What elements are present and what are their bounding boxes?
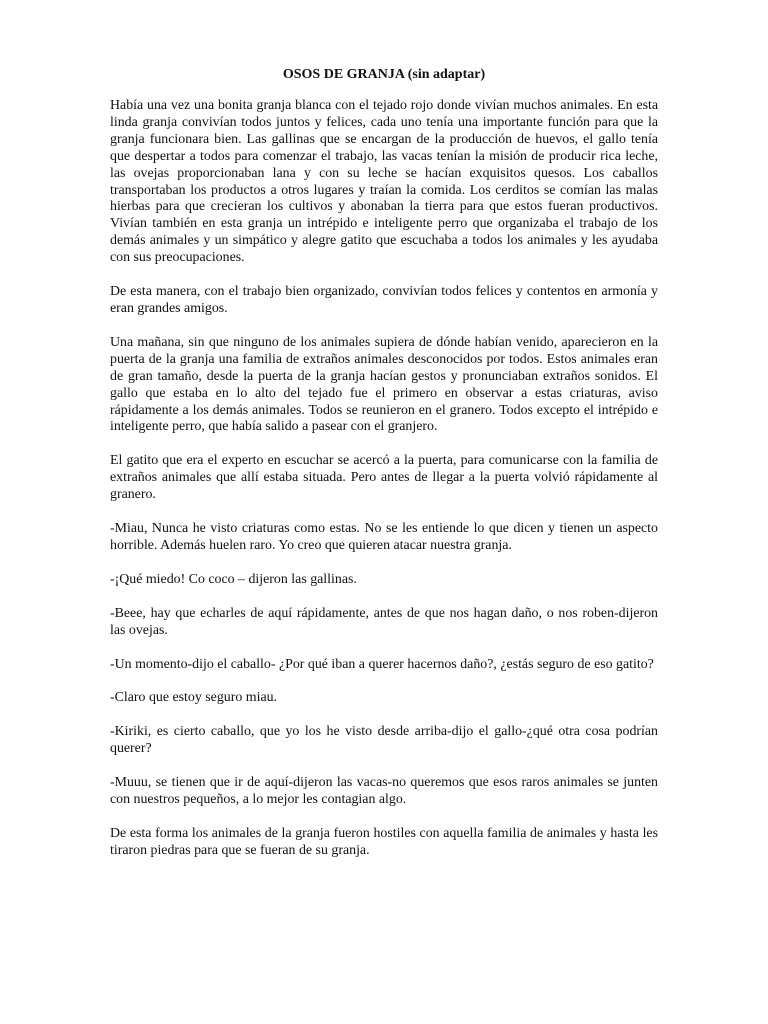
paragraph-8: -Un momento-dijo el caballo- ¿Por qué iban a querer hacernos daño?, ¿estás seguro de eso gatito? — [110, 656, 654, 672]
paragraph-3: Una mañana, sin que ninguno de los animales supiera de dónde habían venido, aparecieron en la puerta de la granja una familia de extraños animales desconocidos por todos. Estos animales eran de gran tamaño, desde la puerta de la granja hacían gestos y pronunciaban extraños sonidos. El gallo que estaba en lo alto del tejado fue el primero en observar a estas criaturas, aviso rápidamente a los demás animales. Todos se reunieron en el granero. Todos excepto el intrépido e inteligente perro, que había salido a pasear con el granjero. — [110, 334, 658, 435]
paragraph-6: -¡Qué miedo! Co coco – dijeron las gallinas. — [110, 571, 357, 587]
paragraph-4: El gatito que era el experto en escuchar se acercó a la puerta, para comunicarse con la familia de extraños animales que allí estaba situada. Pero antes de llegar a la puerta volvió rápidamente al granero. — [110, 453, 658, 503]
paragraph-2: De esta manera, con el trabajo bien organizado, convivían todos felices y contentos en armonía y eran grandes amigos. — [110, 284, 658, 316]
paragraph-10: -Kiriki, es cierto caballo, que yo los he visto desde arriba-dijo el gallo-¿qué otra cosa podrían querer? — [110, 724, 658, 757]
paragraph-7: -Beee, hay que echarles de aquí rápidamente, antes de que nos hagan daño, o nos roben-dijeron las ovejas. — [110, 605, 658, 638]
paragraph-12: De esta forma los animales de la granja fueron hostiles con aquella familia de animales y hasta les tiraron piedras para que se fueran de su granja. — [110, 826, 658, 858]
document-title: OSOS DE GRANJA (sin adaptar) — [282, 67, 486, 82]
paragraph-9: -Claro que estoy seguro miau. — [110, 690, 278, 706]
paragraph-1: Había una vez una bonita granja blanca con el tejado rojo donde vivían muchos animales. En esta linda granja convivían todos juntos y felices, cada uno tenía una importante función para que la granja funcionara bien. Las gallinas que se encargan de la producción de huevos, el gallo tenía que despertar a todos para comenzar el trabajo, las vacas tenían la misión de producir rica leche, las ovejas proporcionaban lana y con su leche se hacían exquisitos quesos. Los caballos transportaban los productos a otros lugares y traían la comida. Los cerditos se comían las malas hierbas para que crecieran los cultivos y abonaban la tierra para que estos fueran productivos. Vivían también en esta granja un intrépido e inteligente perro que organizaba el trabajo de los demás animales y un simpático y alegre gatito que escuchaba a todos los animales y les ayudaba con sus preocupaciones. — [110, 98, 658, 266]
paragraph-11: -Muuu, se tienen que ir de aquí-dijeron las vacas-no queremos que esos raros animales se junten con nuestros pequeños, a lo mejor les contagian algo. — [110, 775, 658, 808]
paragraph-5: -Miau, Nunca he visto criaturas como estas. No se les entiende lo que dicen y tienen un aspecto horrible. Además huelen raro. Yo creo que quieren atacar nuestra granja. — [110, 521, 658, 553]
document-page — [110, 66, 658, 877]
